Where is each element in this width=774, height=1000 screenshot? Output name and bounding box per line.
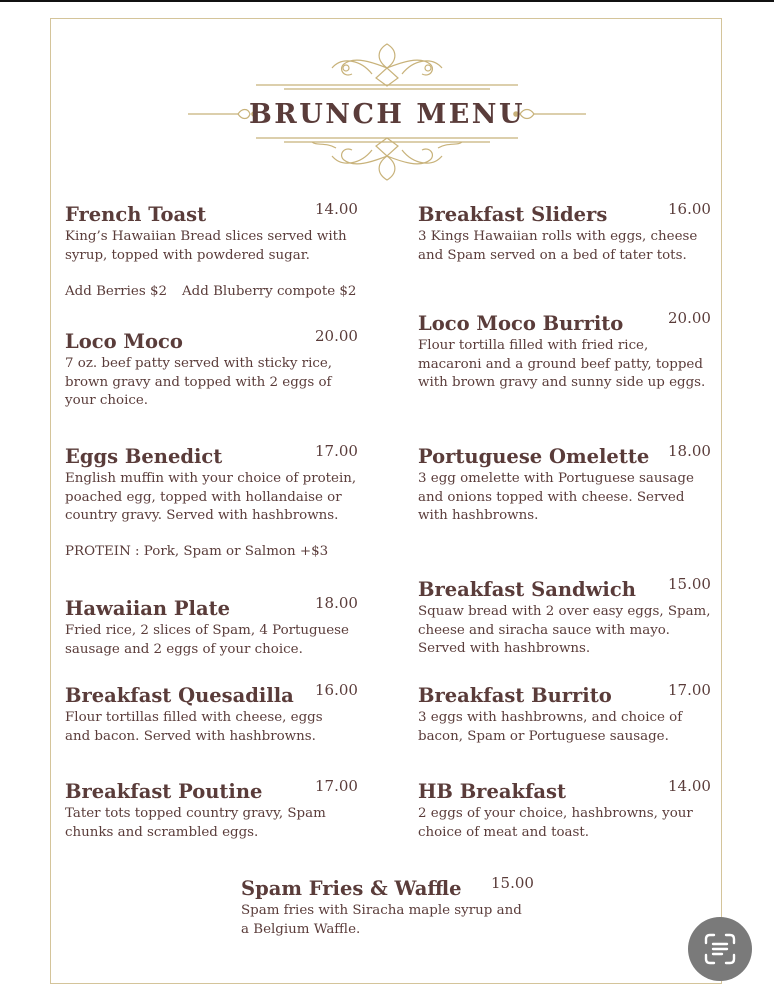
item-name: HB Breakfast — [418, 780, 567, 803]
item-description: Fried rice, 2 slices of Spam, 4 Portuguese sausage and 2 eggs of your choice. — [65, 623, 349, 657]
item-name: Breakfast Burrito — [418, 684, 612, 707]
item-price: 16.00 — [668, 200, 711, 218]
item-description: Flour tortilla filled with fried rice, macaroni and a ground beef patty, topped with brown gravy and sunny side up eggs. — [418, 338, 706, 390]
extra-add-berries: Add Berries $2 — [65, 284, 168, 299]
item-price: 16.00 — [315, 681, 358, 699]
item-name: Loco Moco Burrito — [418, 312, 624, 335]
item-description: 3 eggs with hashbrowns, and choice of bacon, Spam or Portuguese sausage. — [418, 710, 683, 744]
item-price: 14.00 — [315, 200, 358, 218]
item-name: Loco Moco — [65, 330, 183, 353]
item-price: 20.00 — [315, 327, 358, 345]
item-price: 14.00 — [668, 777, 711, 795]
item-description: English muffin with your choice of protein, poached egg, topped with hollandaise or country gravy. Served with hashbrowns. — [65, 471, 357, 523]
text-scan-icon — [703, 932, 737, 966]
item-name: French Toast — [65, 203, 207, 226]
menu-title: BRUNCH MENU — [248, 99, 526, 130]
item-price: 20.00 — [668, 309, 711, 327]
item-description: 3 egg omelette with Portuguese sausage and onions topped with cheese. Served with hashbrowns. — [418, 471, 694, 523]
item-price: 15.00 — [668, 575, 711, 593]
item-price: 17.00 — [315, 777, 358, 795]
item-name: Spam Fries & Waffle — [241, 877, 462, 900]
item-price: 17.00 — [668, 681, 711, 699]
item-price: 18.00 — [668, 442, 711, 460]
item-name: Breakfast Quesadilla — [65, 684, 294, 707]
item-name: Breakfast Sliders — [418, 203, 608, 226]
item-price: 15.00 — [491, 874, 534, 892]
item-name: Portuguese Omelette — [418, 445, 650, 468]
item-price: 18.00 — [315, 594, 358, 612]
item-description: Spam fries with Siracha maple syrup and a Belgium Waffle. — [241, 903, 522, 937]
item-price: 17.00 — [315, 442, 358, 460]
extra-add-blueberry: Add Bluberry compote $2 — [182, 284, 357, 299]
item-description: Flour tortillas filled with cheese, eggs and bacon. Served with hashbrowns. — [65, 710, 323, 744]
item-name: Breakfast Poutine — [65, 780, 263, 803]
item-description: King’s Hawaiian Bread slices served with syrup, topped with powdered sugar. — [65, 229, 347, 263]
item-description: Squaw bread with 2 over easy eggs, Spam, cheese and siracha sauce with mayo. Served with hashbrowns. — [418, 604, 711, 656]
item-description: 2 eggs of your choice, hashbrowns, your choice of meat and toast. — [418, 806, 693, 840]
text-scan-button[interactable] — [688, 917, 752, 981]
item-name: Breakfast Sandwich — [418, 578, 636, 601]
item-description: 7 oz. beef patty served with sticky rice, brown gravy and topped with 2 eggs of your choice. — [65, 356, 333, 408]
top-edge-line — [0, 0, 774, 2]
item-description: 3 Kings Hawaiian rolls with eggs, cheese and Spam served on a bed of tater tots. — [418, 229, 698, 263]
extra-protein: PROTEIN : Pork, Spam or Salmon +$3 — [65, 544, 329, 559]
item-name: Eggs Benedict — [65, 445, 223, 468]
item-description: Tater tots topped country gravy, Spam chunks and scrambled eggs. — [65, 806, 326, 840]
item-name: Hawaiian Plate — [65, 597, 231, 620]
